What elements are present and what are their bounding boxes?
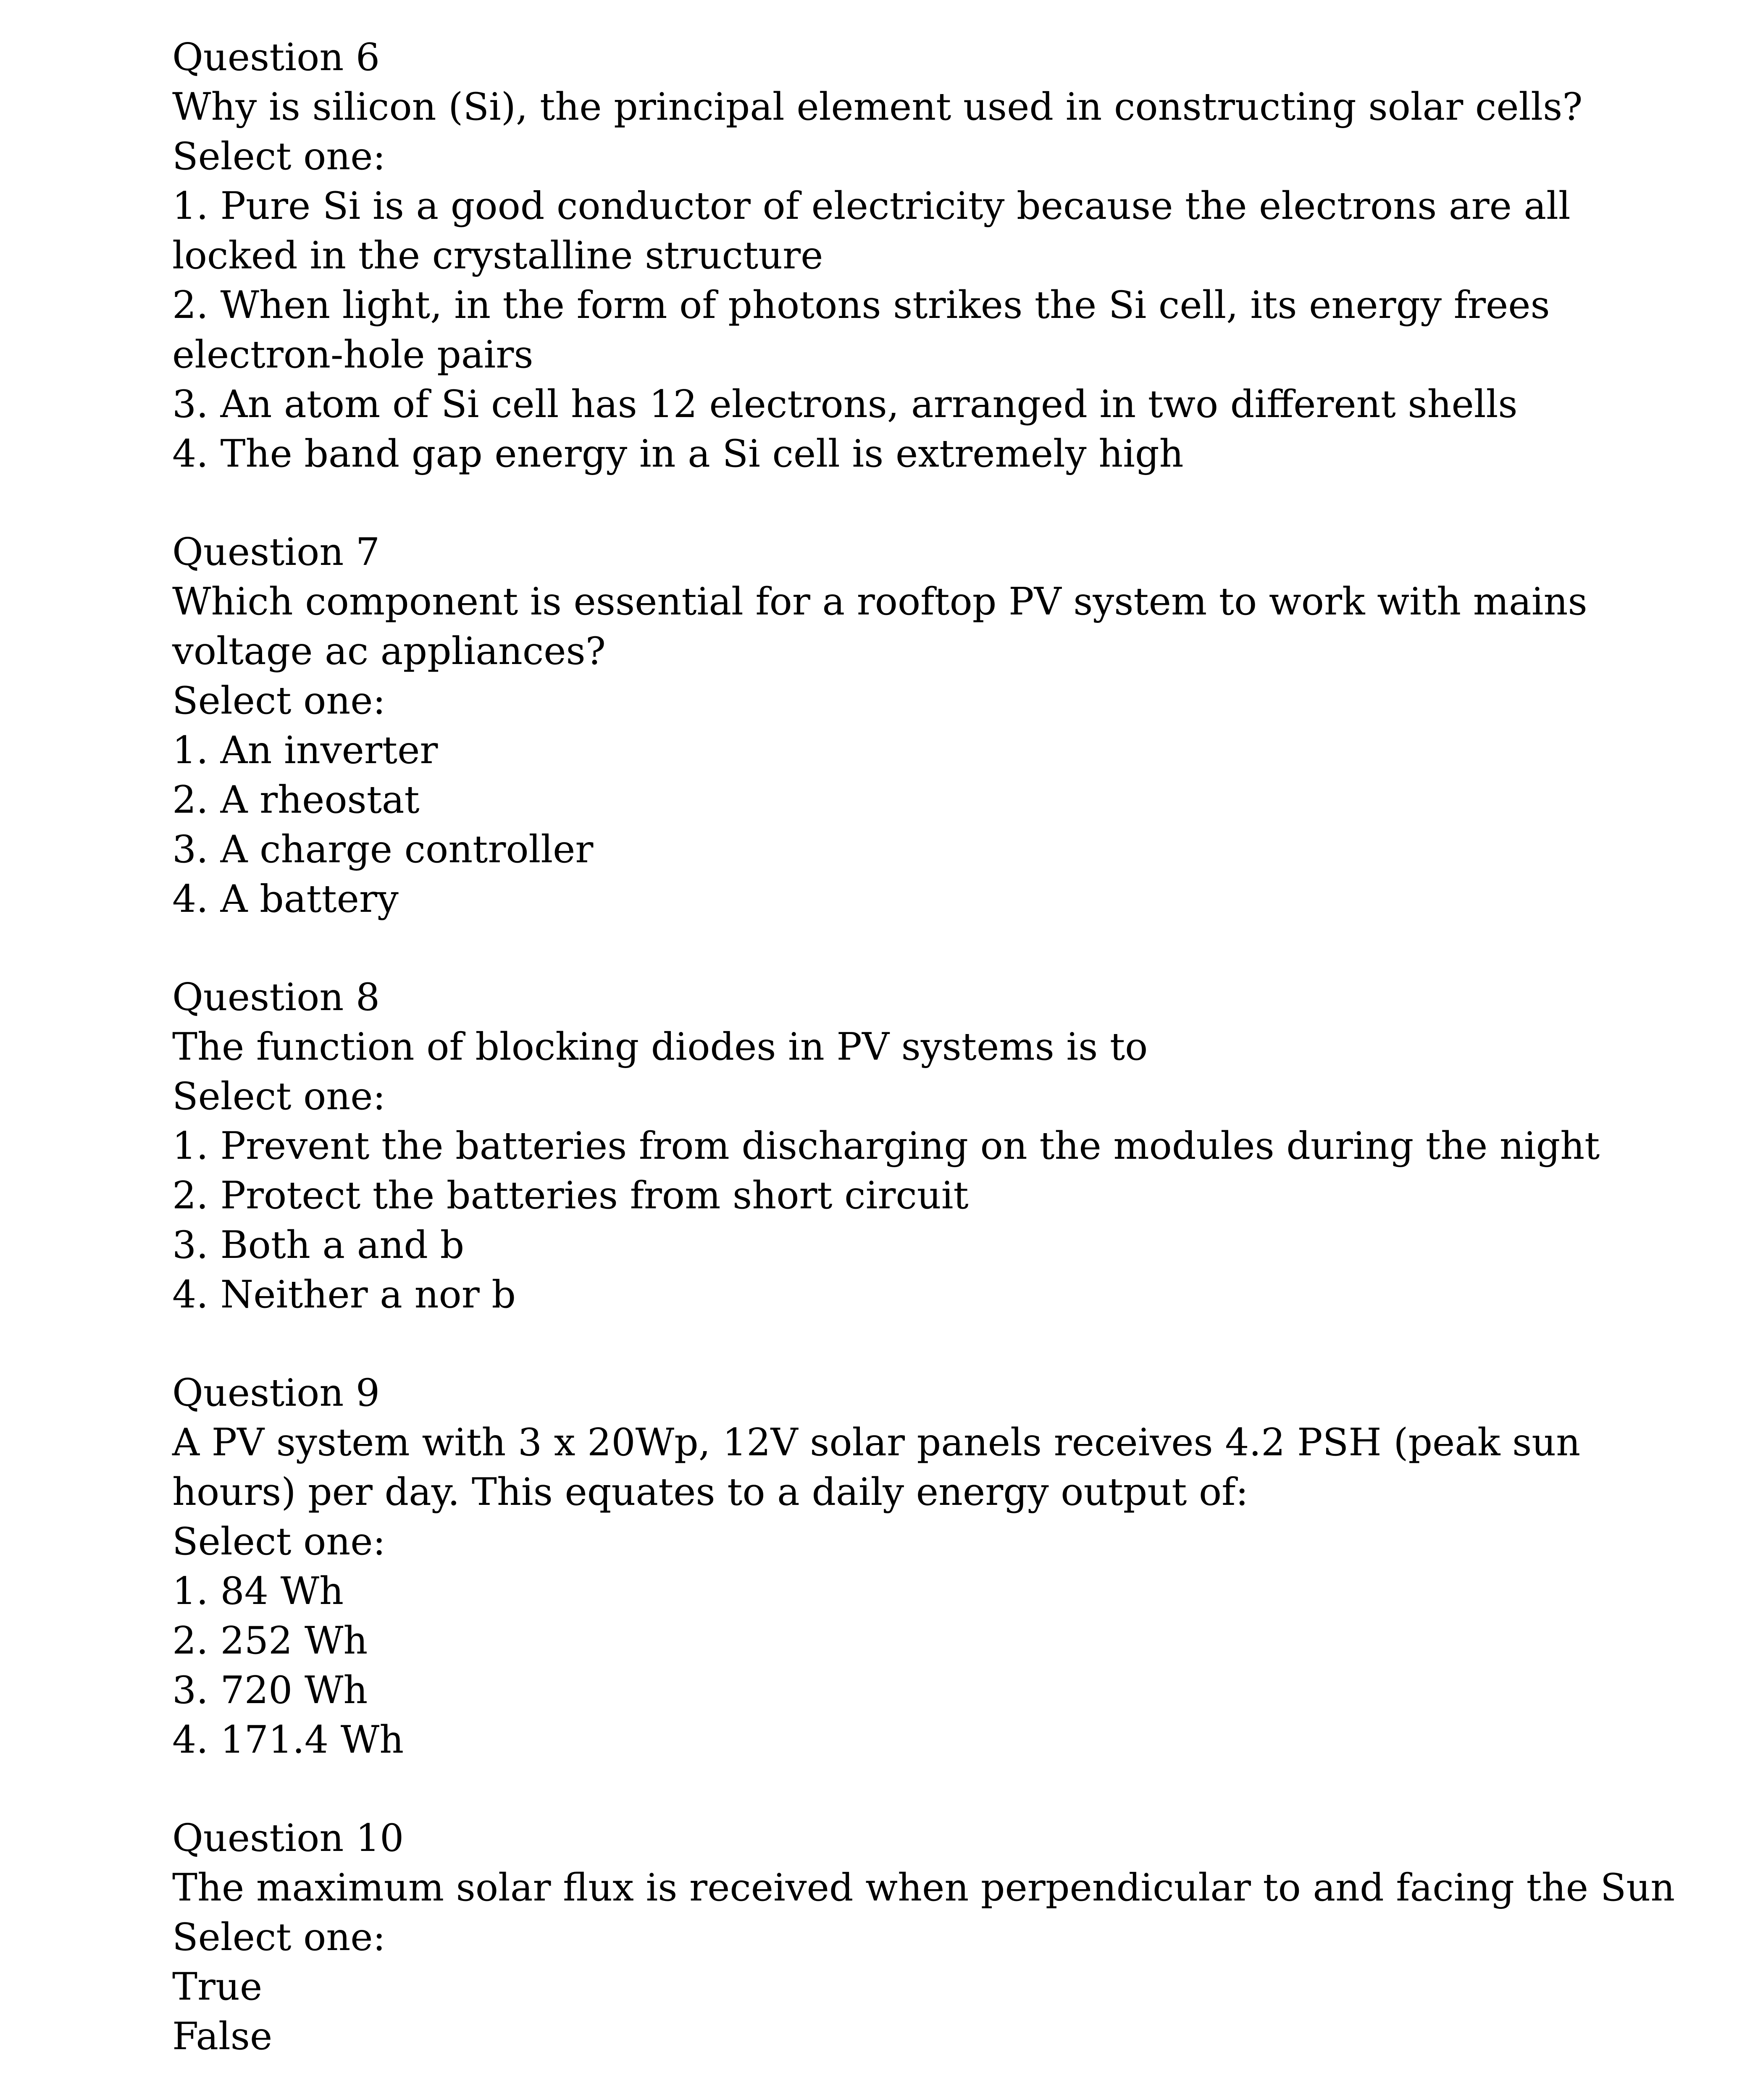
question-heading: Question 6 [172, 35, 380, 79]
question-prompt: A PV system with 3 x 20Wp, 12V solar panels receives 4.2 PSH (peak sun hours) per day. This equates to a daily energy output of: [172, 1420, 1581, 1514]
answer-option: 3. Both a and b [172, 1223, 465, 1267]
select-instruction: Select one: [172, 1520, 386, 1564]
answer-option: 2. Protect the batteries from short circuit [172, 1173, 969, 1218]
answer-option: 2. A rheostat [172, 778, 420, 822]
answer-option: 1. An inverter [172, 728, 438, 772]
answer-option: 4. Neither a nor b [172, 1273, 516, 1317]
answer-option: 1. 84 Wh [172, 1569, 344, 1613]
question-8 [172, 973, 1701, 1320]
question-prompt: Which component is essential for a rooftop PV system to work with mains voltage ac appliances? [172, 580, 1587, 673]
answer-option: 4. A battery [172, 877, 399, 921]
answer-option: 2. When light, in the form of photons strikes the Si cell, its energy frees electron-hole pairs [172, 283, 1550, 377]
answer-option: 1. Pure Si is a good conductor of electricity because the electrons are all locked in the crystalline structure [172, 184, 1571, 278]
question-6 [172, 33, 1701, 479]
answer-option: 3. An atom of Si cell has 12 electrons, arranged in two different shells [172, 382, 1518, 426]
question-prompt: The function of blocking diodes in PV systems is to [172, 1025, 1148, 1069]
question-heading: Question 8 [172, 975, 380, 1019]
answer-option: 2. 252 Wh [172, 1619, 368, 1663]
question-heading: Question 10 [172, 1816, 404, 1860]
answer-option: 4. 171.4 Wh [172, 1718, 404, 1762]
answer-option: 4. The band gap energy in a Si cell is extremely high [172, 432, 1184, 476]
question-7 [172, 528, 1701, 924]
question-heading: Question 9 [172, 1371, 380, 1415]
answer-option-true: True [172, 1965, 263, 2009]
answer-option: 3. 720 Wh [172, 1668, 368, 1712]
answer-option: 3. A charge controller [172, 827, 594, 872]
question-prompt: The maximum solar flux is received when perpendicular to and facing the Sun [172, 1866, 1675, 1910]
select-instruction: Select one: [172, 679, 386, 723]
select-instruction: Select one: [172, 134, 386, 178]
question-10 [172, 1814, 1701, 2061]
question-heading: Question 7 [172, 530, 380, 574]
select-instruction: Select one: [172, 1074, 386, 1118]
answer-option: 1. Prevent the batteries from discharging on the modules during the night [172, 1124, 1600, 1168]
question-list [172, 33, 1701, 2061]
question-9 [172, 1368, 1701, 1765]
question-prompt: Why is silicon (Si), the principal element used in constructing solar cells? [172, 85, 1583, 129]
select-instruction: Select one: [172, 1915, 386, 1959]
answer-option-false: False [172, 2014, 273, 2058]
